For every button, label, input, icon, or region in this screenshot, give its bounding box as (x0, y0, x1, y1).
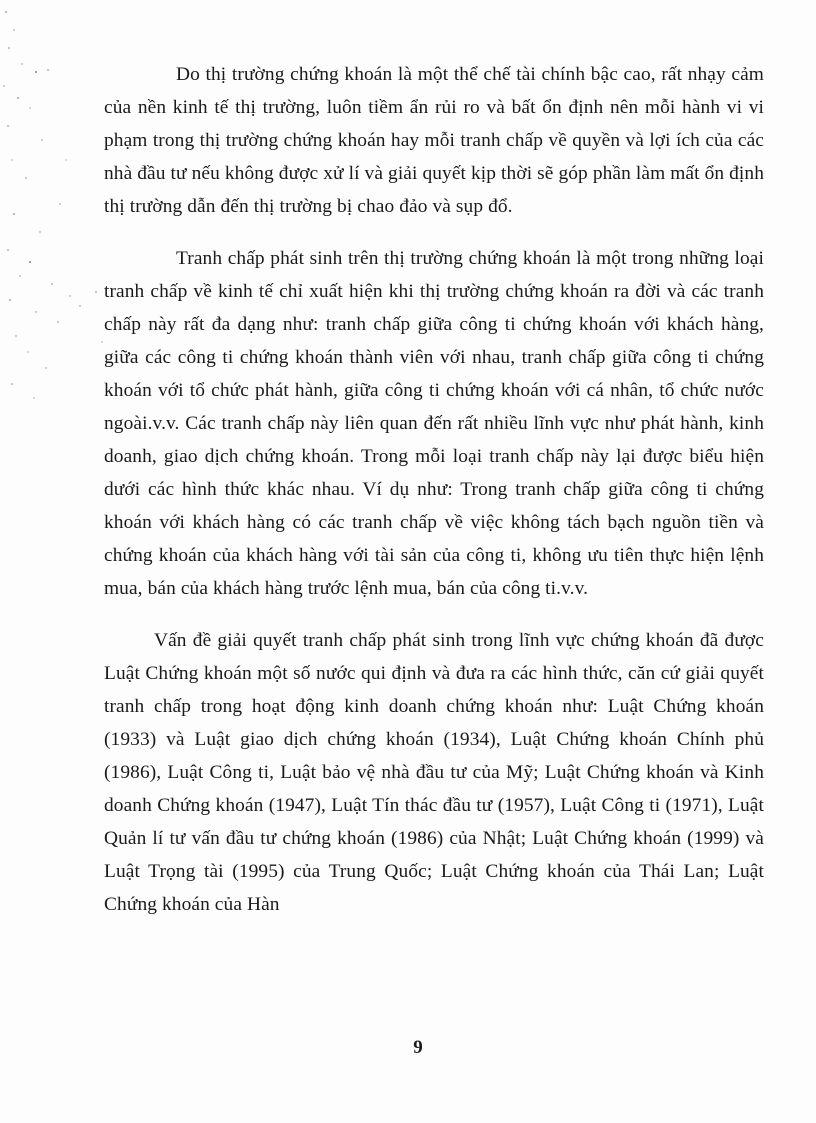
scan-noise-speckles (0, 0, 110, 420)
page-number: 9 (413, 1037, 423, 1058)
body-text (104, 58, 764, 921)
paragraph-2: Tranh chấp phát sinh trên thị trường chứng khoán là một trong những loại tranh chấp về kinh tế chỉ xuất hiện khi thị trường chứng khoán ra đời và các tranh chấp này rất đa dạng như: tranh chấp giữa công ti chứng khoán với khách hàng, giữa các công ti chứng khoán thành viên với nhau, tranh chấp giữa công ti chứng khoán với tổ chức phát hành, giữa công ti chứng khoán với cá nhân, tổ chức nước ngoài.v.v. Các tranh chấp này liên quan đến rất nhiều lĩnh vực như phát hành, kinh doanh, giao dịch chứng khoán. Trong mỗi loại tranh chấp này lại được biểu hiện dưới các hình thức khác nhau. Ví dụ như: Trong tranh chấp giữa công ti chứng khoán với khách hàng có các tranh chấp về việc không tách bạch nguồn tiền và chứng khoán của khách hàng với tài sản của công ti, không ưu tiên thực hiện lệnh mua, bán của khách hàng trước lệnh mua, bán của công ti.v.v. (104, 248, 764, 599)
paragraph-3: Vấn đề giải quyết tranh chấp phát sinh trong lĩnh vực chứng khoán đã được Luật Chứng khoán một số nước qui định và đưa ra các hình thức, căn cứ giải quyết tranh chấp trong hoạt động kinh doanh chứng khoán như: Luật Chứng khoán (1933) và Luật giao dịch chứng khoán (1934), Luật Chứng khoán Chính phủ (1986), Luật Công ti, Luật bảo vệ nhà đầu tư của Mỹ; Luật Chứng khoán và Kinh doanh Chứng khoán (1947), Luật Tín thác đầu tư (1957), Luật Công ti (1971), Luật Quản lí tư vấn đầu tư chứng khoán (1986) của Nhật; Luật Chứng khoán (1999) và Luật Trọng tài (1995) của Trung Quốc; Luật Chứng khoán của Thái Lan; Luật Chứng khoán của Hàn (104, 630, 764, 915)
paragraph-1: Do thị trường chứng khoán là một thể chế tài chính bậc cao, rất nhạy cảm của nền kinh tế thị trường, luôn tiềm ẩn rủi ro và bất ổn định nên mỗi hành vi vi phạm trong thị trường chứng khoán hay mỗi tranh chấp về quyền và lợi ích của các nhà đầu tư nếu không được xử lí và giải quyết kịp thời sẽ góp phần làm mất ổn định thị trường dẫn đến thị trường bị chao đảo và sụp đổ. (104, 64, 764, 217)
